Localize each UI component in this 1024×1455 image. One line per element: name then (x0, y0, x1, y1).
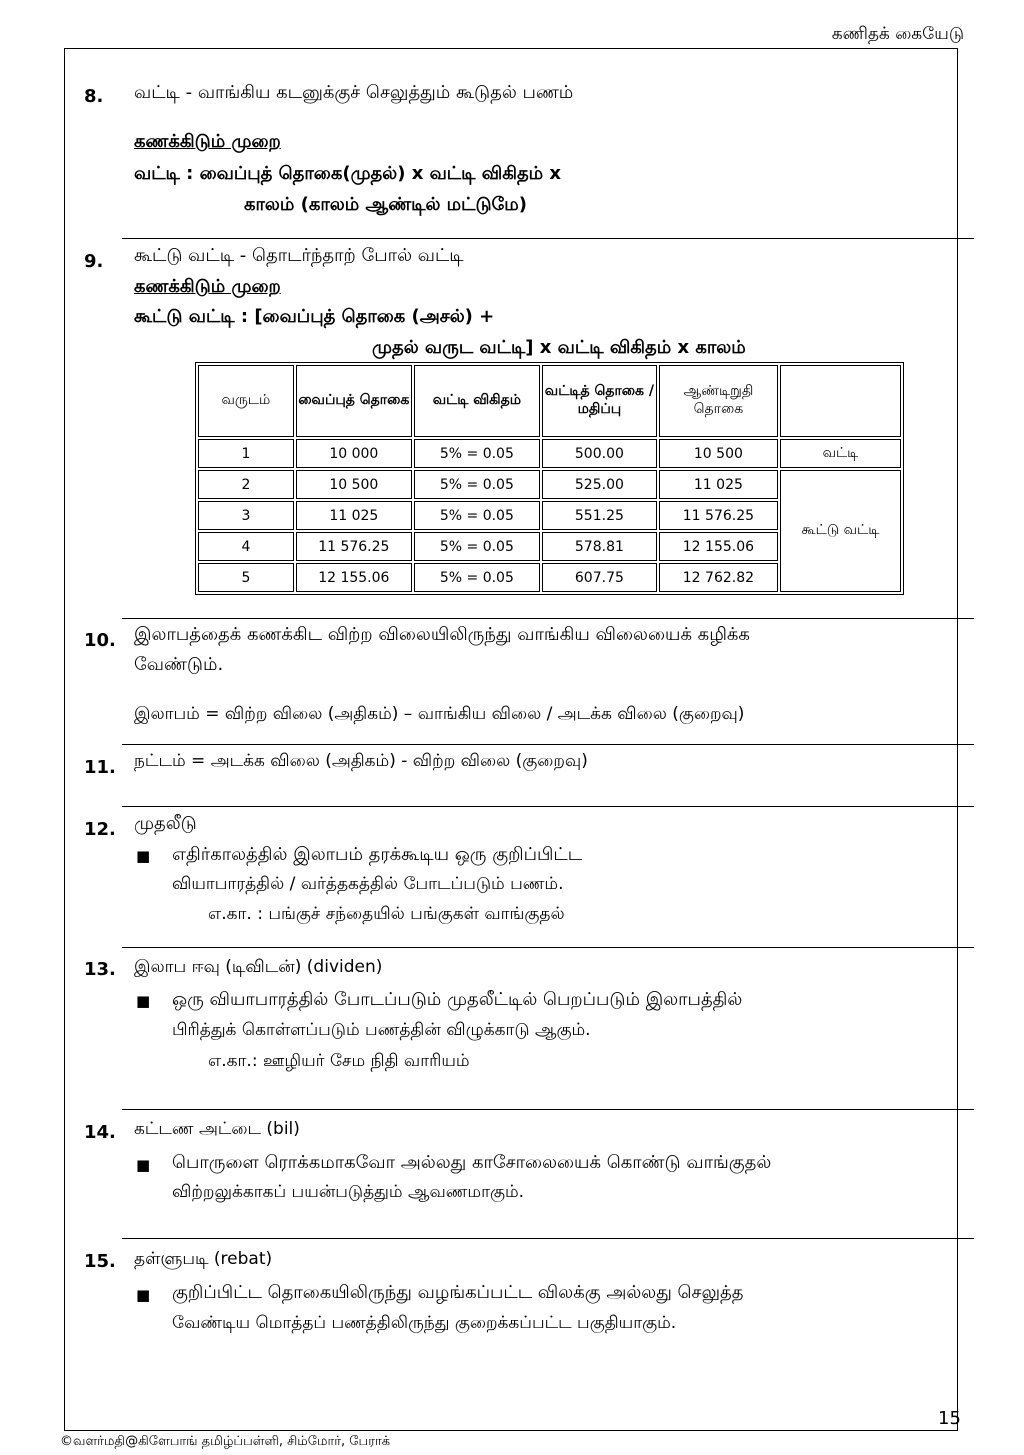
item-number-13: 13. (84, 959, 116, 980)
divider (122, 947, 974, 948)
item-12-title: முதலீடு (134, 813, 197, 834)
item-12-bullet-line1: எதிர்காலத்தில் இலாபம் தரக்கூடிய ஒரு குறிப்பிட்ட (172, 844, 583, 865)
cell-year-end: 11 576.25 (659, 501, 778, 530)
item-10-line1: இலாபத்தைக் கணக்கிட விற்ற விலையிலிருந்து வாங்கிய விலையைக் கழிக்க (134, 624, 750, 645)
divider (122, 806, 974, 807)
cell-interest: 578.81 (542, 532, 657, 561)
item-15-bullet-line2: வேண்டிய மொத்தப் பணத்திலிருந்து குறைக்கப்பட்ட பகுதியாகும். (172, 1313, 677, 1333)
divider (122, 744, 974, 745)
item-8-method-heading: கணக்கிடும் முறை (134, 131, 281, 152)
cell-rate: 5% = 0.05 (414, 470, 540, 499)
item-13-bullet-line2: பிரித்துக் கொள்ளப்படும் பணத்தின் விழுக்காடு ஆகும். (172, 1020, 591, 1040)
item-14-bullet-line2: விற்றலுக்காகப் பயன்படுத்தும் ஆவணமாகும். (172, 1182, 525, 1202)
header-year: வருடம் (198, 365, 294, 437)
cell-interest: 525.00 (542, 470, 657, 499)
cell-rate: 5% = 0.05 (414, 563, 540, 592)
bullet-square-icon: ■ (136, 992, 151, 1010)
divider (122, 1238, 974, 1239)
cell-deposit: 11 576.25 (296, 532, 412, 561)
item-9-formula-line2: முதல் வருட வட்டி] x வட்டி விகிதம் x காலம் (372, 337, 746, 358)
compound-interest-table (195, 362, 904, 595)
header-interest: வட்டித் தொகை /மதிப்பு (542, 365, 657, 437)
cell-year-end: 10 500 (659, 439, 778, 468)
cell-year-end: 12 762.82 (659, 563, 778, 592)
item-10-line2: வேண்டும். (134, 654, 224, 675)
item-10-profit-formula: இலாபம் = விற்ற விலை (அதிகம்) – வாங்கிய விலை / அடக்க விலை (குறைவு) (134, 704, 745, 724)
item-8-formula-line1: வட்டி : வைப்புத் தொகை(முதல்) x வட்டி விகிதம் x (134, 163, 562, 184)
cell-year-end: 11 025 (659, 470, 778, 499)
cell-interest: 607.75 (542, 563, 657, 592)
item-14-title: கட்டண அட்டை (bil) (134, 1119, 300, 1139)
cell-rate: 5% = 0.05 (414, 501, 540, 530)
item-number-8: 8. (84, 86, 104, 107)
header-year-end-amount: ஆண்டிறுதி தொகை (659, 365, 778, 437)
cell-note-compound: கூட்டு வட்டி (780, 470, 901, 592)
item-14-bullet-line1: பொருளை ரொக்கமாகவோ அல்லது காசோலையைக் கொண்டு வாங்குதல் (172, 1152, 772, 1173)
item-9-definition: கூட்டு வட்டி - தொடர்ந்தாற் போல் வட்டி (134, 245, 464, 266)
bullet-square-icon: ■ (136, 1156, 151, 1174)
item-number-15: 15. (84, 1251, 116, 1272)
bullet-square-icon: ■ (136, 1286, 151, 1304)
item-12-bullet-line2: வியாபாரத்தில் / வர்த்தகத்தில் போடப்படும் பணம். (172, 874, 564, 894)
item-15-bullet-line1: குறிப்பிட்ட தொகையிலிருந்து வழங்கப்பட்ட விலக்கு அல்லது செலுத்த (172, 1282, 744, 1303)
item-8-definition: வட்டி - வாங்கிய கடனுக்குச் செலுத்தும் கூடுதல் பணம் (134, 82, 574, 103)
cell-year: 4 (198, 532, 294, 561)
item-9-formula-line1: கூட்டு வட்டி : [வைப்புத் தொகை (அசல்) + (134, 306, 495, 327)
cell-year-end: 12 155.06 (659, 532, 778, 561)
cell-year: 5 (198, 563, 294, 592)
cell-note-simple: வட்டி (780, 439, 901, 468)
item-13-example: எ.கா.: ஊழியர் சேம நிதி வாரியம் (208, 1051, 470, 1071)
item-number-14: 14. (84, 1122, 116, 1143)
page-header-title: கணிதக் கையேடு (831, 24, 964, 44)
item-number-10: 10. (84, 630, 116, 651)
item-9-method-heading: கணக்கிடும் முறை (134, 276, 281, 297)
item-13-title: இலாப ஈவு (டிவிடன்) (dividen) (134, 957, 383, 977)
cell-interest: 551.25 (542, 501, 657, 530)
cell-deposit: 12 155.06 (296, 563, 412, 592)
bullet-square-icon: ■ (136, 847, 151, 865)
table-row (198, 470, 901, 499)
item-11-loss-formula: நட்டம் = அடக்க விலை (அதிகம்) - விற்ற விலை (குறைவு) (134, 751, 588, 771)
cell-rate: 5% = 0.05 (414, 439, 540, 468)
table-header-row (198, 365, 901, 437)
header-deposit: வைப்புத் தொகை (296, 365, 412, 437)
item-number-11: 11. (84, 757, 116, 778)
cell-deposit: 10 500 (296, 470, 412, 499)
cell-deposit: 11 025 (296, 501, 412, 530)
header-rate: வட்டி விகிதம் (414, 365, 540, 437)
item-13-bullet-line1: ஒரு வியாபாரத்தில் போடப்படும் முதலீட்டில் பெறப்படும் இலாபத்தில் (172, 989, 743, 1010)
item-8-formula-line2: காலம் (காலம் ஆண்டில் மட்டுமே) (244, 194, 528, 215)
table-row (198, 439, 901, 468)
divider (122, 238, 974, 239)
divider (122, 618, 974, 619)
item-12-example: எ.கா. : பங்குச் சந்தையில் பங்குகள் வாங்குதல் (208, 904, 565, 924)
item-15-title: தள்ளுபடி (rebat) (134, 1249, 273, 1269)
footer-copyright: ©வளர்மதி@கிளேபாங் தமிழ்ப்பள்ளி, சிம்மோர், பேராக் (60, 1434, 391, 1449)
cell-rate: 5% = 0.05 (414, 532, 540, 561)
page-number: 15 (938, 1408, 961, 1429)
cell-deposit: 10 000 (296, 439, 412, 468)
cell-year: 3 (198, 501, 294, 530)
item-number-9: 9. (84, 251, 104, 272)
divider (122, 1109, 974, 1110)
cell-year: 2 (198, 470, 294, 499)
header-note (780, 365, 901, 437)
cell-interest: 500.00 (542, 439, 657, 468)
item-number-12: 12. (84, 819, 116, 840)
cell-year: 1 (198, 439, 294, 468)
